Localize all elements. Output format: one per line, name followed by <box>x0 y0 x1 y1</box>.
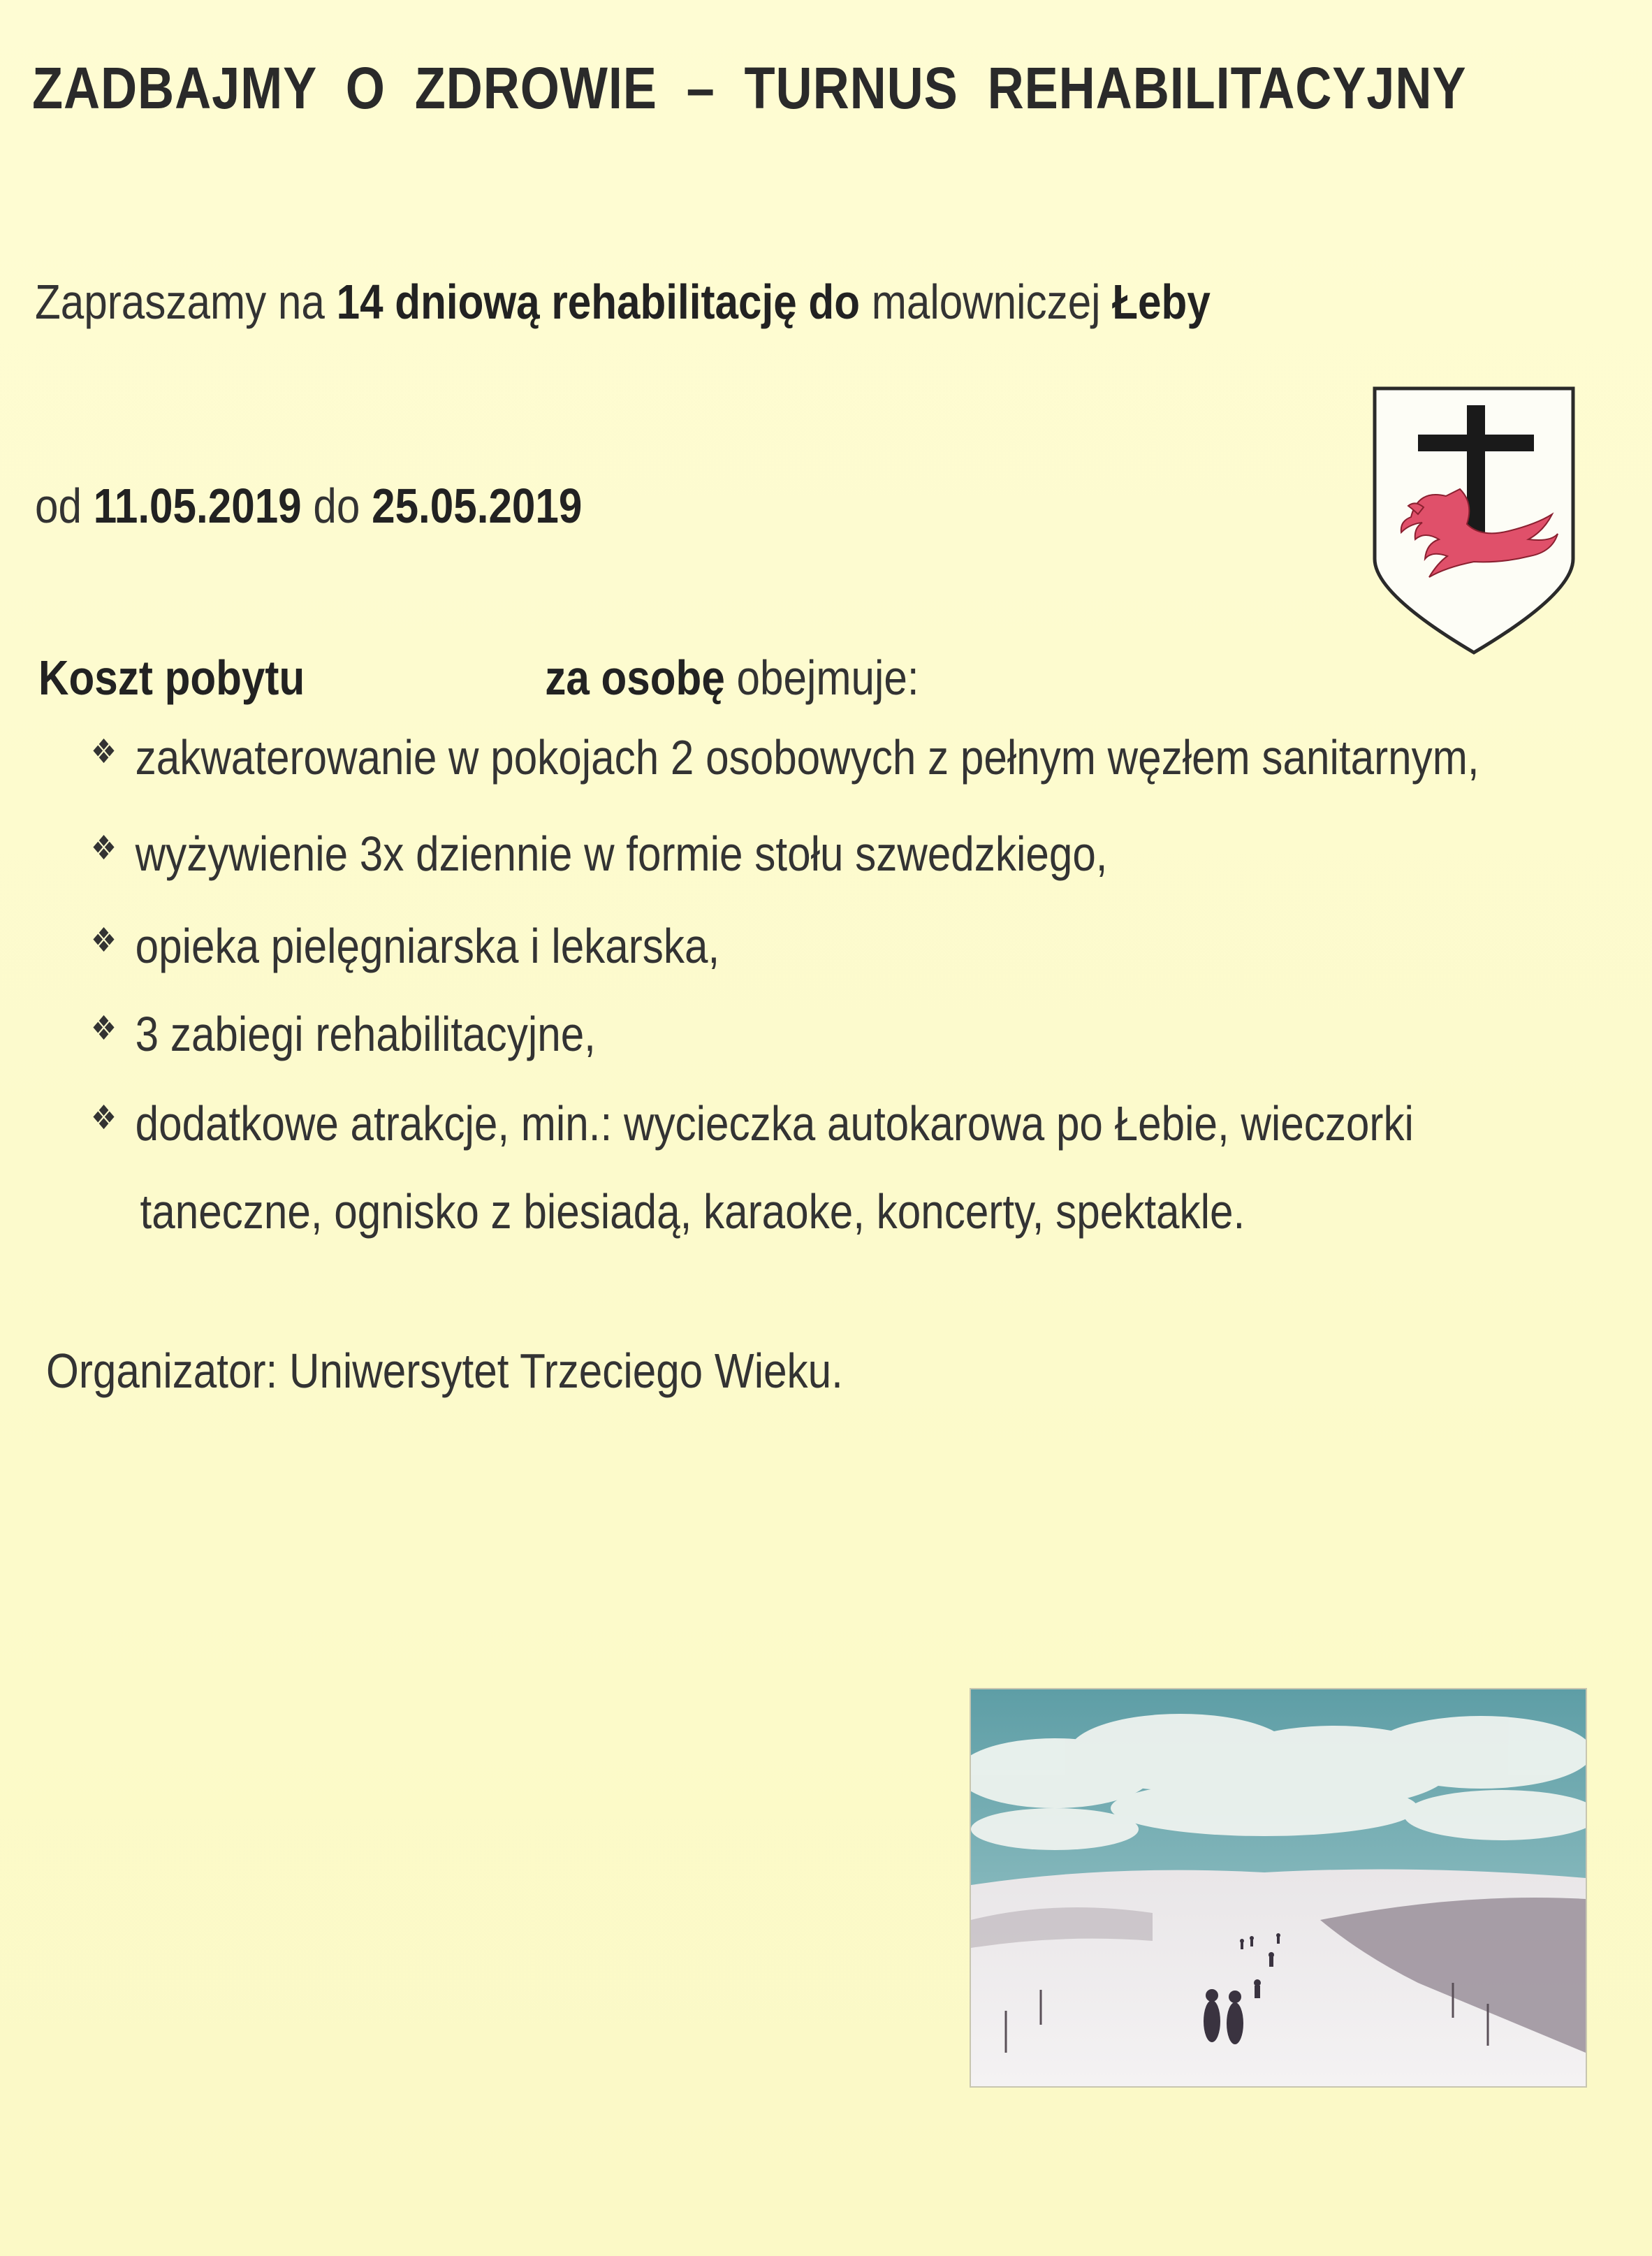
invite-middle: malowniczej <box>859 275 1113 329</box>
list-item: ❖ 3 zabiegi rehabilitacyjne, <box>91 1007 596 1061</box>
invite-prefix: Zapraszamy na <box>35 275 337 329</box>
bullet-diamond-icon: ❖ <box>91 1100 117 1137</box>
date-from-label: od <box>35 479 94 533</box>
cost-line <box>38 650 919 706</box>
date-to: 25.05.2019 <box>372 479 583 533</box>
page-title: ZADBAJMY O ZDROWIE – TURNUS REHABILITACYJNY <box>32 55 1467 121</box>
invite-town: Łeby <box>1112 275 1211 329</box>
bullet-diamond-icon: ❖ <box>91 922 117 959</box>
list-item-continuation: taneczne, ognisko z biesiadą, karaoke, koncerty, spektakle. <box>140 1184 1245 1239</box>
list-item: ❖ opieka pielęgniarska i lekarska, <box>91 919 720 973</box>
date-from: 11.05.2019 <box>93 479 302 533</box>
bullet-diamond-icon: ❖ <box>91 734 117 771</box>
date-to-label: do <box>301 479 372 533</box>
list-item: ❖ dodatkowe atrakcje, min.: wycieczka autokarowa po Łebie, wieczorki <box>91 1096 1414 1151</box>
dunes-photo <box>970 1688 1587 2088</box>
invitation-line <box>35 274 1211 330</box>
bullet-diamond-icon: ❖ <box>91 830 117 867</box>
date-range <box>35 478 582 534</box>
coat-of-arms-icon <box>1369 384 1579 657</box>
list-item: ❖ zakwaterowanie w pokojach 2 osobowych z pełnym węzłem sanitarnym, <box>91 730 1479 785</box>
invite-duration: 14 dniową rehabilitację do <box>336 275 860 329</box>
list-item: ❖ wyżywienie 3x dziennie w formie stołu szwedzkiego, <box>91 827 1108 881</box>
cost-includes: obejmuje: <box>724 650 919 705</box>
cost-per-person: za osobę <box>545 650 725 705</box>
cost-label: Koszt pobytu <box>38 650 305 705</box>
bullet-diamond-icon: ❖ <box>91 1010 117 1047</box>
organizer-line: Organizator: Uniwersytet Trzeciego Wieku. <box>46 1344 843 1398</box>
